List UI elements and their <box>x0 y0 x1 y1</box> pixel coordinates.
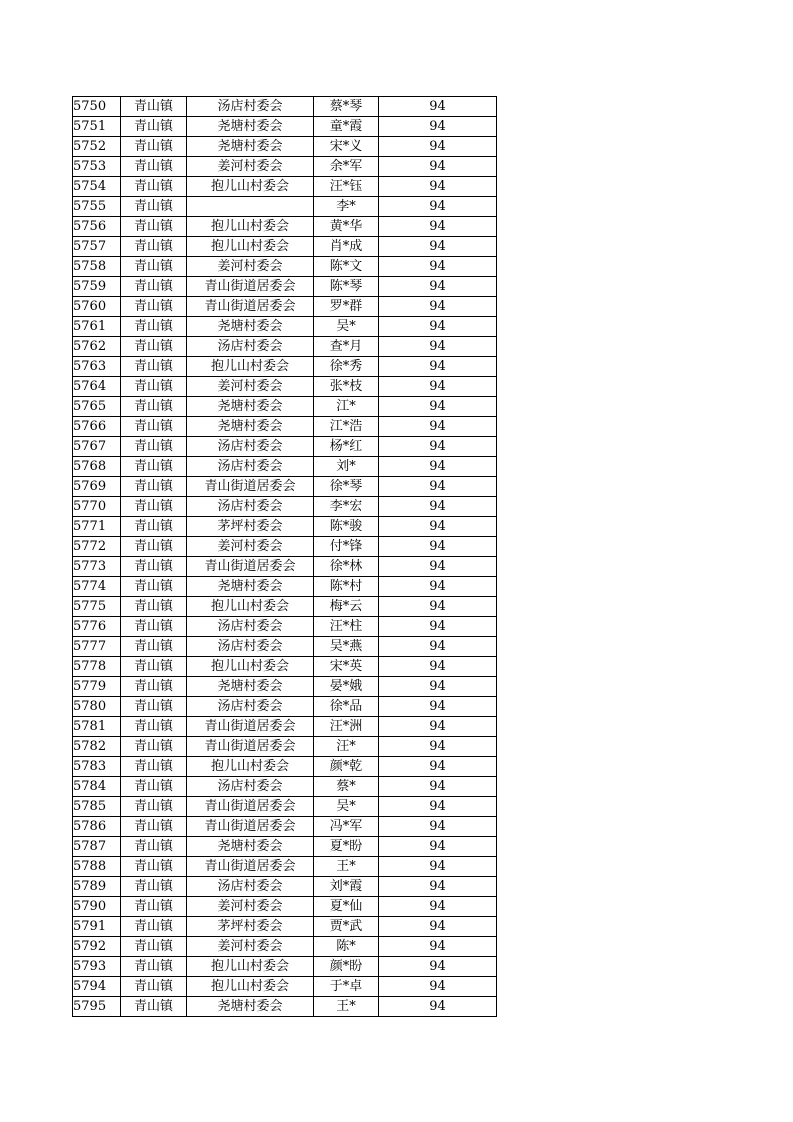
person-name-cell: 余*军 <box>314 157 379 177</box>
row-number-cell: 5758 <box>73 257 121 277</box>
table-row <box>73 717 497 737</box>
town-cell: 青山镇 <box>121 117 187 137</box>
table-row <box>73 557 497 577</box>
committee-cell: 青山街道居委会 <box>187 737 314 757</box>
row-number-cell: 5763 <box>73 357 121 377</box>
score-cell: 94 <box>379 357 497 377</box>
committee-cell: 汤店村委会 <box>187 697 314 717</box>
town-cell: 青山镇 <box>121 337 187 357</box>
person-name-cell: 陈* <box>314 937 379 957</box>
town-cell: 青山镇 <box>121 137 187 157</box>
table-row <box>73 577 497 597</box>
person-name-cell: 查*月 <box>314 337 379 357</box>
committee-cell: 尧塘村委会 <box>187 137 314 157</box>
score-cell: 94 <box>379 997 497 1017</box>
table-row <box>73 657 497 677</box>
row-number-cell: 5753 <box>73 157 121 177</box>
person-name-cell: 付*锋 <box>314 537 379 557</box>
town-cell: 青山镇 <box>121 537 187 557</box>
town-cell: 青山镇 <box>121 377 187 397</box>
person-name-cell: 夏*盼 <box>314 837 379 857</box>
committee-cell: 汤店村委会 <box>187 877 314 897</box>
table-row <box>73 517 497 537</box>
score-cell: 94 <box>379 917 497 937</box>
town-cell: 青山镇 <box>121 957 187 977</box>
table-row <box>73 317 497 337</box>
table-row <box>73 817 497 837</box>
committee-cell: 抱儿山村委会 <box>187 757 314 777</box>
person-name-cell: 王* <box>314 857 379 877</box>
row-number-cell: 5761 <box>73 317 121 337</box>
score-cell: 94 <box>379 857 497 877</box>
score-cell: 94 <box>379 237 497 257</box>
score-cell: 94 <box>379 197 497 217</box>
table-row <box>73 957 497 977</box>
person-name-cell: 晏*娥 <box>314 677 379 697</box>
table-row <box>73 877 497 897</box>
person-name-cell: 杨*红 <box>314 437 379 457</box>
row-number-cell: 5762 <box>73 337 121 357</box>
score-cell: 94 <box>379 677 497 697</box>
committee-cell: 姜河村委会 <box>187 377 314 397</box>
table-row <box>73 217 497 237</box>
row-number-cell: 5791 <box>73 917 121 937</box>
score-cell: 94 <box>379 837 497 857</box>
row-number-cell: 5759 <box>73 277 121 297</box>
score-cell: 94 <box>379 217 497 237</box>
score-cell: 94 <box>379 617 497 637</box>
committee-cell: 青山街道居委会 <box>187 817 314 837</box>
committee-cell: 姜河村委会 <box>187 937 314 957</box>
table-row <box>73 257 497 277</box>
person-name-cell: 罗*群 <box>314 297 379 317</box>
committee-cell: 抱儿山村委会 <box>187 217 314 237</box>
committee-cell: 汤店村委会 <box>187 617 314 637</box>
score-cell: 94 <box>379 537 497 557</box>
score-cell: 94 <box>379 417 497 437</box>
town-cell: 青山镇 <box>121 997 187 1017</box>
person-name-cell: 陈*文 <box>314 257 379 277</box>
row-number-cell: 5768 <box>73 457 121 477</box>
person-name-cell: 汪*钰 <box>314 177 379 197</box>
town-cell: 青山镇 <box>121 897 187 917</box>
town-cell: 青山镇 <box>121 457 187 477</box>
row-number-cell: 5787 <box>73 837 121 857</box>
committee-cell: 青山街道居委会 <box>187 717 314 737</box>
person-name-cell: 江* <box>314 397 379 417</box>
town-cell: 青山镇 <box>121 557 187 577</box>
town-cell: 青山镇 <box>121 577 187 597</box>
person-name-cell: 贾*武 <box>314 917 379 937</box>
row-number-cell: 5795 <box>73 997 121 1017</box>
person-name-cell: 刘* <box>314 457 379 477</box>
person-name-cell: 徐*品 <box>314 697 379 717</box>
committee-cell: 茅坪村委会 <box>187 517 314 537</box>
town-cell: 青山镇 <box>121 157 187 177</box>
committee-cell: 姜河村委会 <box>187 157 314 177</box>
score-cell: 94 <box>379 797 497 817</box>
person-name-cell: 冯*军 <box>314 817 379 837</box>
score-cell: 94 <box>379 657 497 677</box>
score-cell: 94 <box>379 757 497 777</box>
score-cell: 94 <box>379 137 497 157</box>
committee-cell: 青山街道居委会 <box>187 277 314 297</box>
town-cell: 青山镇 <box>121 597 187 617</box>
score-cell: 94 <box>379 477 497 497</box>
table-row <box>73 537 497 557</box>
table-row <box>73 117 497 137</box>
town-cell: 青山镇 <box>121 297 187 317</box>
town-cell: 青山镇 <box>121 697 187 717</box>
committee-cell: 汤店村委会 <box>187 437 314 457</box>
committee-cell: 尧塘村委会 <box>187 837 314 857</box>
table-row <box>73 757 497 777</box>
table-row <box>73 397 497 417</box>
table-row <box>73 737 497 757</box>
person-name-cell: 肖*成 <box>314 237 379 257</box>
committee-cell: 姜河村委会 <box>187 897 314 917</box>
row-number-cell: 5785 <box>73 797 121 817</box>
committee-cell: 尧塘村委会 <box>187 417 314 437</box>
score-cell: 94 <box>379 937 497 957</box>
table-row <box>73 837 497 857</box>
table-row <box>73 197 497 217</box>
row-number-cell: 5755 <box>73 197 121 217</box>
person-name-cell: 颜*乾 <box>314 757 379 777</box>
committee-cell: 抱儿山村委会 <box>187 237 314 257</box>
score-cell: 94 <box>379 697 497 717</box>
town-cell: 青山镇 <box>121 277 187 297</box>
row-number-cell: 5771 <box>73 517 121 537</box>
person-name-cell: 徐*秀 <box>314 357 379 377</box>
person-name-cell: 陈*琴 <box>314 277 379 297</box>
score-cell: 94 <box>379 277 497 297</box>
committee-cell: 抱儿山村委会 <box>187 177 314 197</box>
person-name-cell: 刘*霞 <box>314 877 379 897</box>
town-cell: 青山镇 <box>121 197 187 217</box>
committee-cell: 汤店村委会 <box>187 337 314 357</box>
town-cell: 青山镇 <box>121 677 187 697</box>
table-row <box>73 637 497 657</box>
score-cell: 94 <box>379 717 497 737</box>
table-row <box>73 417 497 437</box>
committee-cell: 尧塘村委会 <box>187 317 314 337</box>
score-cell: 94 <box>379 517 497 537</box>
person-name-cell: 蔡*琴 <box>314 97 379 117</box>
town-cell: 青山镇 <box>121 757 187 777</box>
row-number-cell: 5788 <box>73 857 121 877</box>
row-number-cell: 5780 <box>73 697 121 717</box>
score-cell: 94 <box>379 777 497 797</box>
person-name-cell: 汪*柱 <box>314 617 379 637</box>
table-row <box>73 177 497 197</box>
town-cell: 青山镇 <box>121 917 187 937</box>
row-number-cell: 5786 <box>73 817 121 837</box>
table-row <box>73 437 497 457</box>
row-number-cell: 5756 <box>73 217 121 237</box>
row-number-cell: 5757 <box>73 237 121 257</box>
committee-cell: 抱儿山村委会 <box>187 957 314 977</box>
committee-cell: 抱儿山村委会 <box>187 357 314 377</box>
person-name-cell: 汪* <box>314 737 379 757</box>
table-row <box>73 777 497 797</box>
town-cell: 青山镇 <box>121 777 187 797</box>
committee-cell: 抱儿山村委会 <box>187 597 314 617</box>
committee-cell: 青山街道居委会 <box>187 477 314 497</box>
score-cell: 94 <box>379 317 497 337</box>
table-row <box>73 997 497 1017</box>
town-cell: 青山镇 <box>121 517 187 537</box>
score-cell: 94 <box>379 377 497 397</box>
person-name-cell: 张*枝 <box>314 377 379 397</box>
table-row <box>73 157 497 177</box>
committee-cell: 尧塘村委会 <box>187 577 314 597</box>
score-cell: 94 <box>379 117 497 137</box>
score-cell: 94 <box>379 817 497 837</box>
town-cell: 青山镇 <box>121 977 187 997</box>
row-number-cell: 5792 <box>73 937 121 957</box>
row-number-cell: 5794 <box>73 977 121 997</box>
table-row <box>73 497 497 517</box>
row-number-cell: 5754 <box>73 177 121 197</box>
committee-cell: 青山街道居委会 <box>187 297 314 317</box>
row-number-cell: 5784 <box>73 777 121 797</box>
table-row <box>73 917 497 937</box>
town-cell: 青山镇 <box>121 657 187 677</box>
committee-cell: 尧塘村委会 <box>187 117 314 137</box>
committee-cell: 尧塘村委会 <box>187 397 314 417</box>
table-row <box>73 597 497 617</box>
row-number-cell: 5783 <box>73 757 121 777</box>
row-number-cell: 5752 <box>73 137 121 157</box>
committee-cell: 汤店村委会 <box>187 497 314 517</box>
committee-cell: 姜河村委会 <box>187 537 314 557</box>
person-name-cell: 陈*村 <box>314 577 379 597</box>
town-cell: 青山镇 <box>121 737 187 757</box>
person-name-cell: 徐*琴 <box>314 477 379 497</box>
row-number-cell: 5781 <box>73 717 121 737</box>
town-cell: 青山镇 <box>121 397 187 417</box>
committee-cell: 青山街道居委会 <box>187 857 314 877</box>
person-name-cell: 颜*盼 <box>314 957 379 977</box>
table-row <box>73 137 497 157</box>
roster-table <box>72 96 497 1017</box>
committee-cell: 茅坪村委会 <box>187 917 314 937</box>
row-number-cell: 5777 <box>73 637 121 657</box>
row-number-cell: 5779 <box>73 677 121 697</box>
score-cell: 94 <box>379 437 497 457</box>
person-name-cell: 李*宏 <box>314 497 379 517</box>
town-cell: 青山镇 <box>121 217 187 237</box>
person-name-cell: 梅*云 <box>314 597 379 617</box>
roster-table-body <box>73 97 497 1017</box>
row-number-cell: 5776 <box>73 617 121 637</box>
town-cell: 青山镇 <box>121 257 187 277</box>
committee-cell: 汤店村委会 <box>187 97 314 117</box>
score-cell: 94 <box>379 897 497 917</box>
committee-cell <box>187 197 314 217</box>
committee-cell: 青山街道居委会 <box>187 557 314 577</box>
town-cell: 青山镇 <box>121 437 187 457</box>
table-row <box>73 697 497 717</box>
score-cell: 94 <box>379 337 497 357</box>
town-cell: 青山镇 <box>121 637 187 657</box>
table-row <box>73 357 497 377</box>
town-cell: 青山镇 <box>121 877 187 897</box>
person-name-cell: 黄*华 <box>314 217 379 237</box>
person-name-cell: 陈*骏 <box>314 517 379 537</box>
score-cell: 94 <box>379 297 497 317</box>
score-cell: 94 <box>379 737 497 757</box>
row-number-cell: 5789 <box>73 877 121 897</box>
score-cell: 94 <box>379 177 497 197</box>
person-name-cell: 汪*洲 <box>314 717 379 737</box>
table-row <box>73 97 497 117</box>
score-cell: 94 <box>379 977 497 997</box>
score-cell: 94 <box>379 557 497 577</box>
row-number-cell: 5766 <box>73 417 121 437</box>
committee-cell: 青山街道居委会 <box>187 797 314 817</box>
table-row <box>73 277 497 297</box>
town-cell: 青山镇 <box>121 357 187 377</box>
score-cell: 94 <box>379 597 497 617</box>
score-cell: 94 <box>379 257 497 277</box>
town-cell: 青山镇 <box>121 97 187 117</box>
person-name-cell: 吴*燕 <box>314 637 379 657</box>
table-row <box>73 797 497 817</box>
town-cell: 青山镇 <box>121 497 187 517</box>
row-number-cell: 5760 <box>73 297 121 317</box>
town-cell: 青山镇 <box>121 617 187 637</box>
committee-cell: 抱儿山村委会 <box>187 657 314 677</box>
committee-cell: 汤店村委会 <box>187 637 314 657</box>
town-cell: 青山镇 <box>121 317 187 337</box>
person-name-cell: 王* <box>314 997 379 1017</box>
score-cell: 94 <box>379 877 497 897</box>
row-number-cell: 5765 <box>73 397 121 417</box>
town-cell: 青山镇 <box>121 417 187 437</box>
person-name-cell: 童*霞 <box>314 117 379 137</box>
table-row <box>73 457 497 477</box>
row-number-cell: 5751 <box>73 117 121 137</box>
person-name-cell: 吴* <box>314 317 379 337</box>
table-row <box>73 377 497 397</box>
row-number-cell: 5769 <box>73 477 121 497</box>
table-row <box>73 677 497 697</box>
row-number-cell: 5778 <box>73 657 121 677</box>
table-row <box>73 977 497 997</box>
person-name-cell: 徐*林 <box>314 557 379 577</box>
town-cell: 青山镇 <box>121 237 187 257</box>
person-name-cell: 吴* <box>314 797 379 817</box>
row-number-cell: 5793 <box>73 957 121 977</box>
row-number-cell: 5774 <box>73 577 121 597</box>
row-number-cell: 5773 <box>73 557 121 577</box>
committee-cell: 汤店村委会 <box>187 457 314 477</box>
committee-cell: 汤店村委会 <box>187 777 314 797</box>
town-cell: 青山镇 <box>121 937 187 957</box>
town-cell: 青山镇 <box>121 817 187 837</box>
person-name-cell: 宋*义 <box>314 137 379 157</box>
row-number-cell: 5750 <box>73 97 121 117</box>
row-number-cell: 5790 <box>73 897 121 917</box>
table-row <box>73 237 497 257</box>
table-row <box>73 477 497 497</box>
score-cell: 94 <box>379 457 497 477</box>
row-number-cell: 5782 <box>73 737 121 757</box>
score-cell: 94 <box>379 157 497 177</box>
town-cell: 青山镇 <box>121 797 187 817</box>
score-cell: 94 <box>379 577 497 597</box>
committee-cell: 尧塘村委会 <box>187 677 314 697</box>
person-name-cell: 宋*英 <box>314 657 379 677</box>
table-row <box>73 857 497 877</box>
row-number-cell: 5764 <box>73 377 121 397</box>
person-name-cell: 李* <box>314 197 379 217</box>
committee-cell: 尧塘村委会 <box>187 997 314 1017</box>
score-cell: 94 <box>379 397 497 417</box>
table-row <box>73 617 497 637</box>
row-number-cell: 5770 <box>73 497 121 517</box>
person-name-cell: 于*卓 <box>314 977 379 997</box>
committee-cell: 抱儿山村委会 <box>187 977 314 997</box>
town-cell: 青山镇 <box>121 717 187 737</box>
score-cell: 94 <box>379 637 497 657</box>
table-row <box>73 337 497 357</box>
person-name-cell: 夏*仙 <box>314 897 379 917</box>
table-row <box>73 897 497 917</box>
score-cell: 94 <box>379 957 497 977</box>
town-cell: 青山镇 <box>121 177 187 197</box>
score-cell: 94 <box>379 97 497 117</box>
town-cell: 青山镇 <box>121 837 187 857</box>
town-cell: 青山镇 <box>121 857 187 877</box>
person-name-cell: 蔡* <box>314 777 379 797</box>
table-row <box>73 297 497 317</box>
town-cell: 青山镇 <box>121 477 187 497</box>
person-name-cell: 江*浩 <box>314 417 379 437</box>
committee-cell: 姜河村委会 <box>187 257 314 277</box>
row-number-cell: 5767 <box>73 437 121 457</box>
score-cell: 94 <box>379 497 497 517</box>
table-row <box>73 937 497 957</box>
row-number-cell: 5775 <box>73 597 121 617</box>
row-number-cell: 5772 <box>73 537 121 557</box>
